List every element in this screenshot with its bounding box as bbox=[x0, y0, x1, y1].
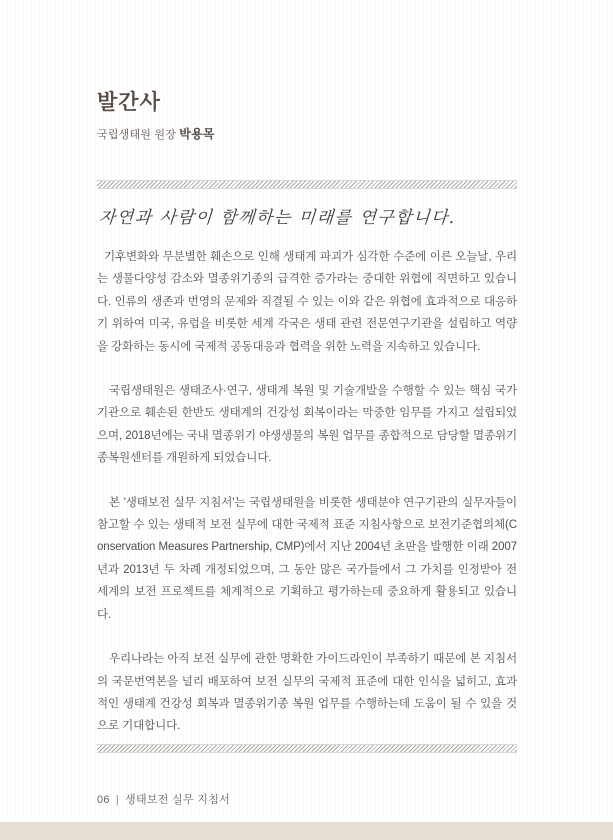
handwritten-slogan: 자연과 사람이 함께하는 미래를 연구합니다. bbox=[98, 208, 457, 228]
paragraph: 기후변화와 무분별한 훼손으로 인해 생태계 파괴가 심각한 수준에 이른 오늘날, 우리는 생물다양성 감소와 멸종위기종의 급격한 증가라는 중대한 위협에 직면하고 있습니다. 인류의 생존과 번영의 문제와 직결될 수 있는 이와 같은 위협에 효과적으로 대응하기 위하여 미국, 유럽을 비롯한 세계 각국은 생태 관련 전문연구기관을 설립하고 역량을 강화하는 동시에 국제적 공동대응과 협력을 위한 노력을 지속하고 있습니다. bbox=[97, 251, 517, 353]
footer-separator: | bbox=[115, 794, 120, 806]
hatched-divider-bottom bbox=[97, 744, 517, 753]
page-footer bbox=[97, 791, 230, 807]
author-prefix: 국립생태원 원장 bbox=[97, 129, 180, 141]
paragraph: 우리나라는 아직 보전 실무에 관한 명확한 가이드라인이 부족하기 때문에 본 지침서의 국문번역본을 널리 배포하여 보전 실무의 국제적 표준에 대한 인식을 넓히고, 효과적인 생태계 건강성 회복과 멸종위기종 복원 업무를 수행하는데 도움이 될 수 있을 것으로 기대합니다. bbox=[97, 653, 517, 733]
paragraph: 본 '생태보전 실무 지침서'는 국립생태원을 비롯한 생태분야 연구기관의 실무자들이 참고할 수 있는 생태적 보전 실무에 대한 국제적 표준 지침사항으로 보전기준협의체(Conservation Measures Partnership, CMP)에서 지난 2004년 초판을 발행한 이래 2007년과 2013년 두 차례 개정되었으며, 그 동안 많은 국가들에서 그 가치를 인정받아 전 세계의 보전 프로젝트를 체계적으로 기획하고 평가하는데 중요하게 활용되고 있습니다. bbox=[97, 496, 517, 621]
title-block bbox=[97, 86, 215, 142]
page-title: 발간사 bbox=[97, 91, 161, 114]
paragraph: 국립생태원은 생태조사·연구, 생태계 복원 및 기술개발을 수행할 수 있는 핵심 국가기관으로 훼손된 한반도 생태계의 건강성 회복이라는 막중한 임무를 가지고 설립되었으며, 2018년에는 국내 멸종위기 야생생물의 복원 업무를 종합적으로 담당할 멸종위기종복원센터를 개원하게 되었습니다. bbox=[97, 385, 517, 465]
foreword-body bbox=[97, 246, 517, 760]
book-title: 생태보전 실무 지침서 bbox=[125, 794, 231, 806]
author-name: 박용목 bbox=[179, 127, 215, 141]
bottom-beige-strip bbox=[0, 822, 613, 840]
hatched-divider-top bbox=[97, 180, 517, 189]
page-number: 06 bbox=[97, 794, 110, 806]
author-line bbox=[97, 125, 215, 142]
